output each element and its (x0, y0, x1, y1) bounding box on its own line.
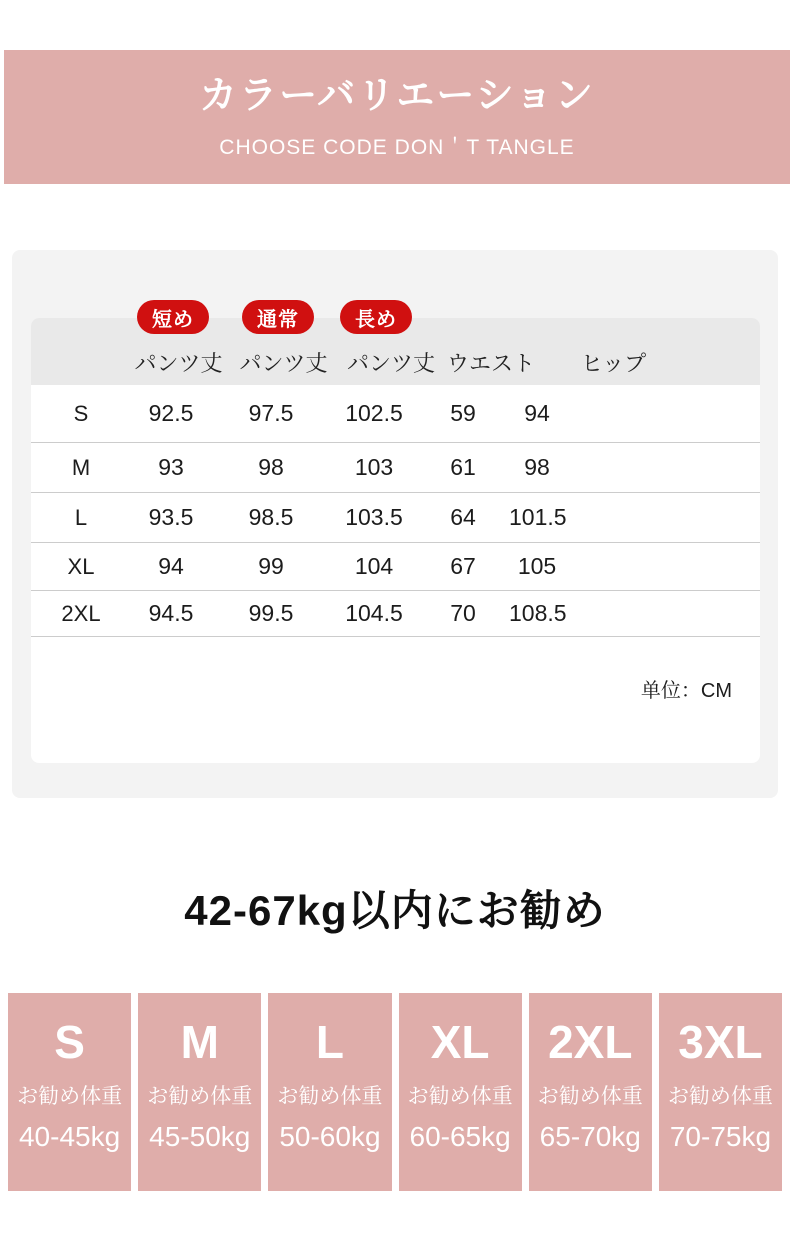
pants-length-short: 94.5 (148, 600, 194, 626)
pants-length-long: 102.5 (345, 400, 403, 426)
table-row (31, 543, 760, 591)
weight-box-subtitle: お勧め体重 (17, 1085, 123, 1108)
weight-box-size: 2XL (548, 1016, 633, 1068)
size-table-panel (12, 250, 778, 798)
pants-length-normal: 97.5 (248, 400, 294, 426)
size-label: S (73, 400, 89, 426)
pants-length-long: 103.5 (345, 504, 403, 530)
size-label: L (74, 504, 88, 530)
banner-subtitle: CHOOSE CODE DON＇T TANGLE (219, 135, 575, 159)
size-label: M (71, 454, 91, 480)
weight-box-range: 50-60kg (279, 1121, 381, 1152)
badge-long: 長め (340, 300, 412, 334)
weight-box-3xl (659, 993, 782, 1191)
unit-label: 单位：CM (640, 680, 732, 702)
header-pants-length-normal: パンツ丈 (239, 351, 328, 376)
weight-box-subtitle: お勧め体重 (147, 1085, 253, 1108)
header-pants-length-short: パンツ丈 (134, 351, 223, 376)
weight-box-xl (399, 993, 522, 1191)
table-row (31, 385, 760, 443)
size-label: 2XL (61, 600, 101, 626)
weight-box-size: L (315, 1016, 344, 1068)
weight-box-l (268, 993, 391, 1191)
pants-length-long: 103 (354, 454, 394, 480)
pants-length-normal: 99.5 (248, 600, 294, 626)
weight-box-subtitle: お勧め体重 (407, 1085, 513, 1108)
color-variation-banner (4, 50, 790, 184)
weight-box-subtitle: お勧め体重 (537, 1085, 643, 1108)
weight-box-range: 65-70kg (539, 1121, 641, 1152)
table-row (31, 493, 760, 543)
size-label: XL (67, 553, 95, 579)
banner-title: カラーバリエーション (199, 74, 595, 117)
weight-box-size: 3XL (678, 1016, 763, 1068)
weight-box-range: 60-65kg (409, 1121, 511, 1152)
waist-value: 61 (450, 454, 476, 480)
pants-length-normal: 98.5 (248, 504, 294, 530)
table-row (31, 591, 760, 637)
size-table-card (31, 308, 760, 763)
weight-box-range: 40-45kg (18, 1121, 121, 1152)
pants-length-long: 104.5 (345, 600, 403, 626)
weight-box-m (138, 993, 261, 1191)
weight-box-s (8, 993, 131, 1191)
hip-value: 108.5 (509, 600, 567, 626)
weight-box-size: XL (430, 1016, 490, 1068)
pants-length-normal: 98 (258, 454, 284, 480)
badge-short: 短め (137, 300, 209, 334)
weight-box-row (8, 993, 782, 1191)
table-body (31, 385, 760, 637)
weight-box-range: 70-75kg (669, 1121, 772, 1152)
weight-box-size: S (54, 1016, 85, 1068)
waist-value: 64 (450, 504, 476, 530)
waist-value: 59 (450, 400, 476, 426)
header-hip: ヒップ (580, 351, 647, 376)
pants-length-short: 93.5 (148, 504, 194, 530)
hip-value: 98 (524, 454, 550, 480)
pants-length-short: 93 (158, 454, 184, 480)
weight-box-subtitle: お勧め体重 (667, 1085, 773, 1108)
weight-box-range: 45-50kg (149, 1121, 251, 1152)
weight-box-size: M (180, 1016, 219, 1068)
waist-value: 67 (450, 553, 476, 579)
weight-box-subtitle: お勧め体重 (277, 1085, 383, 1108)
hip-value: 94 (524, 400, 550, 426)
pants-length-normal: 99 (258, 553, 284, 579)
badge-normal: 通常 (242, 300, 314, 334)
pants-length-long: 104 (354, 553, 394, 579)
header-waist: ウエスト (446, 351, 535, 376)
weight-box-2xl (529, 993, 652, 1191)
header-pants-length-long: パンツ丈 (346, 351, 435, 376)
hip-value: 101.5 (509, 504, 567, 530)
length-badges (31, 300, 760, 334)
pants-length-short: 94 (158, 553, 184, 579)
weight-recommendation-headline: 42-67kg以内にお勧め (184, 887, 606, 934)
table-row (31, 443, 760, 493)
pants-length-short: 92.5 (148, 400, 194, 426)
hip-value: 105 (517, 553, 557, 579)
waist-value: 70 (450, 600, 476, 626)
